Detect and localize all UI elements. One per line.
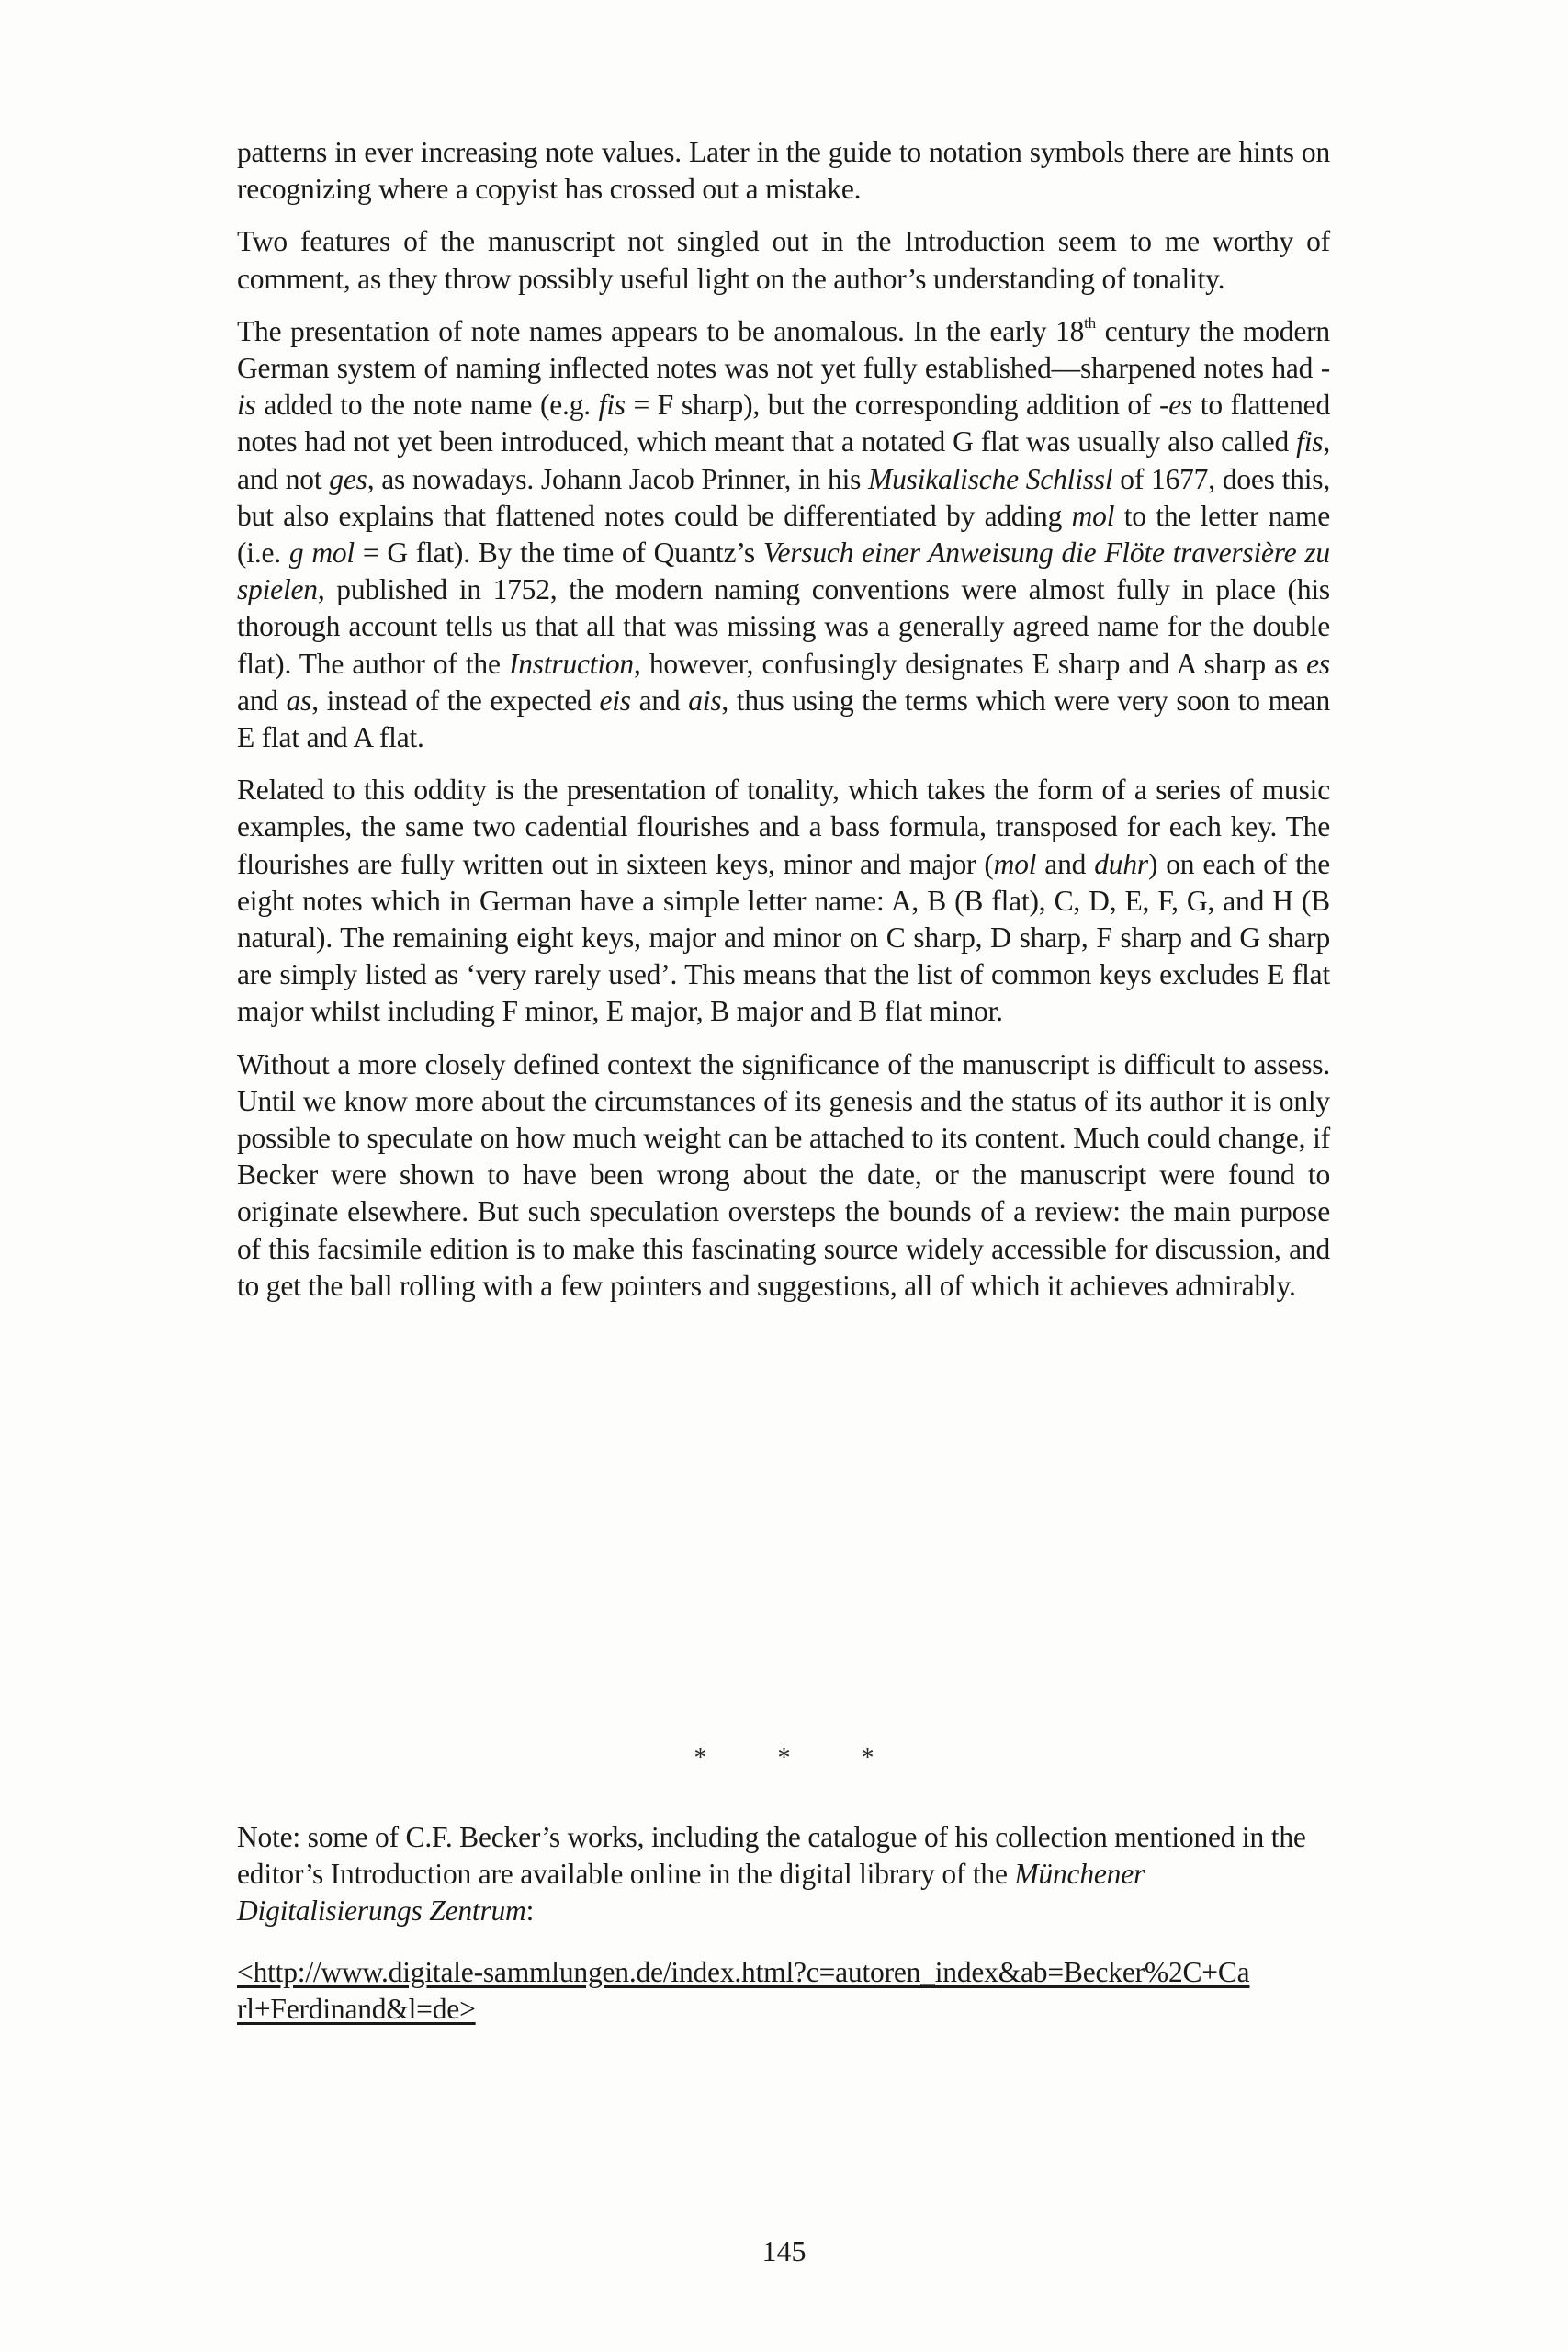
digital-library-link[interactable]: <http://www.digitale-sammlungen.de/index.html?c=autoren_index&ab=Becker%2C+Carl+Ferdinand&l=de> xyxy=(237,1955,1250,2025)
italic-term: duhr xyxy=(1094,847,1148,880)
page-number: 145 xyxy=(761,2234,807,2267)
italic-term: as xyxy=(286,684,312,717)
italic-term: mol xyxy=(993,847,1037,880)
italic-term: Versuch einer Anweisung die Flöte traversière zu spielen xyxy=(237,537,1330,606)
ordinal-superscript: th xyxy=(1084,313,1096,332)
italic-term: -es xyxy=(1158,389,1193,422)
italic-term: eis xyxy=(599,684,631,717)
italic-term: mol xyxy=(1071,499,1115,532)
italic-term: -is xyxy=(237,352,1330,422)
italic-term: g mol xyxy=(288,537,355,570)
paragraph-4: Related to this oddity is the presentation of tonality, which takes the form of a series of music examples, the same two cadential flourishes and a bass formula, transposed for each key. The flourishes are fully written out in sixteen keys, minor and major (mol and duhr) on each of the eight notes which in German have a simple letter name: A, B (B flat), C, D, E, F, G, and H (B natural). The remaining eight keys, major and minor on C sharp, D sharp, F sharp and G sharp are simply listed as ‘very rarely used’. This means that the list of common keys excludes E flat major whilst including F minor, E major, B major and B flat minor. xyxy=(237,774,1330,1028)
paragraph-5: Without a more closely defined context the significance of the manuscript is difficult to assess. Until we know more about the circumstances of its genesis and the status of its author it is only possible to speculate on how much weight can be attached to its content. Much could change, if Becker were shown to have been wrong about the date, or the manuscript were found to originate elsewhere. But such speculation oversteps the bounds of a review: the main purpose of this facsimile edition is to make this fascinating source widely accessible for discussion, and to get the ball rolling with a few pointers and suggestions, all of which it achieves admirably. xyxy=(237,1047,1330,1302)
paragraph-3: The presentation of note names appears to be anomalous. In the early 18th century the modern German system of naming inflected notes was not yet fully established—sharpened notes had -is added to the note name (e.g. fis = F sharp), but the corresponding addition of -es to flattened notes had not yet been introduced, which meant that a notated G flat was usually also called fis, and not ges, as nowadays. Johann Jacob Prinner, in his Musikalische Schlissl of 1677, does this, but also explains that flattened notes could be differentiated by adding mol to the letter name (i.e. g mol = G flat). By the time of Quantz’s Versuch einer Anweisung die Flöte traversière zu spielen, published in 1752, the modern naming conventions were almost fully in place (his thorough account tells us that all that was missing was a generally agreed name for the double flat). The author of the Instruction, however, confusingly designates E sharp and A sharp as es and as, instead of the expected eis and ais, thus using the terms which were very soon to mean E flat and A flat. xyxy=(237,313,1331,754)
body-text-column xyxy=(237,134,1330,1305)
italic-term: Münchener Digitalisierungs Zentrum xyxy=(237,1858,1145,1928)
italic-term: fis xyxy=(598,389,626,422)
footnote-block xyxy=(237,1819,1330,2028)
section-separator: * * * xyxy=(694,1744,874,1772)
note-paragraph: Note: some of C.F. Becker’s works, including the catalogue of his collection mentioned in the editor’s Introduction are available online in the digital library of the Münchener Digitalisierungs Zentrum: xyxy=(237,1821,1306,1928)
italic-term: Instruction xyxy=(508,647,634,680)
italic-term: ais xyxy=(688,684,722,717)
italic-term: es xyxy=(1306,647,1330,680)
italic-term: fis xyxy=(1296,425,1324,458)
paragraph-2: Two features of the manuscript not singled out in the Introduction seem to me worthy of comment, as they throw possibly useful light on the author’s understanding of tonality. xyxy=(237,225,1330,295)
italic-term: ges xyxy=(329,462,367,495)
italic-term: Musikalische Schlissl xyxy=(868,462,1113,495)
paragraph-1: patterns in ever increasing note values. Later in the guide to notation symbols there are hints on recognizing where a copyist has crossed out a mistake. xyxy=(237,136,1330,206)
